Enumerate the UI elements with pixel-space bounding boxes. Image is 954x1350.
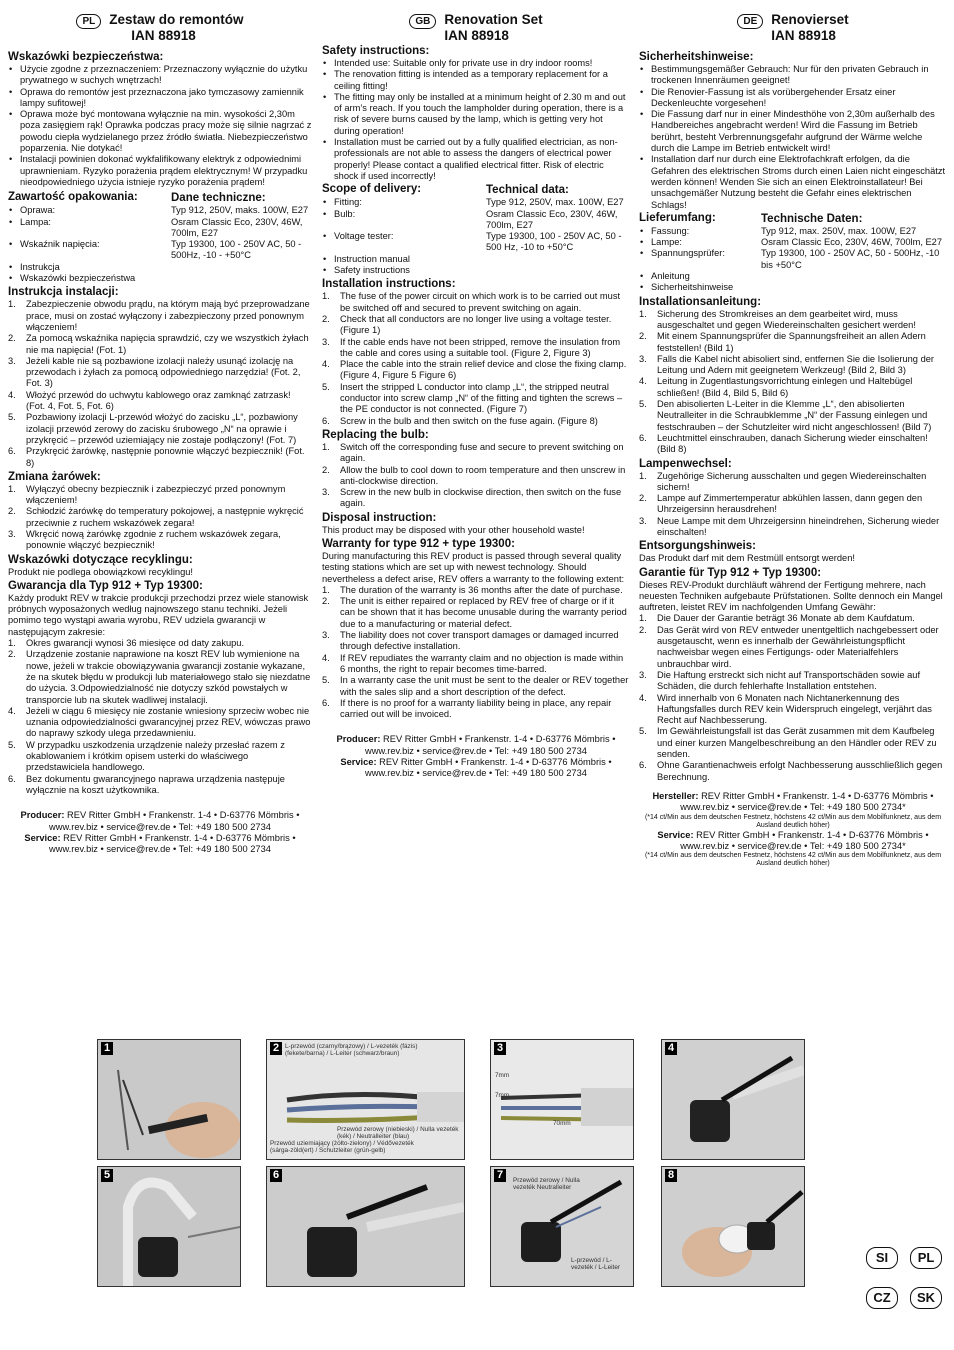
section-heading: Lampenwechsel: [639, 457, 732, 470]
figure-8-illustration [662, 1167, 804, 1286]
warranty-intro: During manufacturing this REV product is passed through several quality testing stations which are set up with newest technology. Should nevertheless a defect arise, REV offers a warranty to the following extent: [322, 550, 625, 584]
section-heading: Zawartość opakowania: [8, 191, 138, 204]
warranty-list: 1. The duration of the warranty is 36 months after the date of purchase. 2. The unit is either repaired or replaced by REV free of charge or if it can be shown that it has become unusable during the warranty period due to a manufacturing or material defect. 3. The liability does not cover transport damages or damaged incurred through defective installation. 4. If REV repudiates the warranty claim and no objection is made within 6 months, the right to repair becomes time-barred. 5. In a warranty case the unit must be sent to the dealer or REV together with the sales slip and a short description of the defect. 6. If there is no proof for a warranty liability being in place, any repair carried out will be invoiced. [322, 584, 629, 720]
bulb-list: 1. Wyłączyć obecny bezpiecznik i zabezpieczyć przed ponownym włączeniem! 2. Schłodzić żarówkę do temperatury pokojowej, a następnie wykręcić przeciwnie z ruchem wskazówek zegara! 3. Wkręcić nową żarówkę zgodnie z ruchem wskazówek zegara, ponownie włączyć bezpiecznik! [8, 483, 304, 551]
disposal-text: Das Produkt darf mit dem Restmüll entsorgt werden! [639, 553, 855, 564]
figure-number: 7 [494, 1169, 506, 1182]
section-heading: Entsorgungshinweis: [639, 540, 756, 553]
install-list: 1. The fuse of the power circuit on which work is to be carried out must be switched off and secured to prevent switching on again. 2. Check that all conductors are no longer live using a voltage tester. (Figure 1) 3. If the cable ends have not been stripped, remove the insulation from the cable and cores using a suitable tool. (Figure 2, Figure 3) 4. Place the cable into the strain relief device and close the fixing clamp. (Figure 4, Figure 5 Figure 6) 5. Insert the stripped L conductor into clamp „L“, the stripped neutral conductor into screw clamp „N“ of the fitting and tighten the screws – the PE conductor is not connected. (Figure 7) 6. Screw in the bulb and then switch on the fuse again. (Figure 8) [322, 291, 627, 426]
column-pl: PL Zestaw do remontów IAN 88918 Wskazówki bezpieczeństwa: • Użycie zgodne z przeznaczeniem: Przeznaczony wyłącznie do użytku prywatnego w suchych wnętrzach! • Oprawa do remontów jest przeznaczona jako tymczasowy zamiennik lampy sufitowej! • Oprawa może być montowana wyłącznie na min. wysokości 2,30m poza zasięgiem rąk! Oprawka podczas pracy może się silnie nagrzać z powodu ciepła wydzielanego przez źródło światła. Niebezpieczeństwo poparzenia. Nie dotykać! • Instalacji powinien dokonać wykfalifikowany elektryk z odpowiednimi uprawnieniam. Ryzyko porażenia prądem elektrycznym! W przypadku nieodpowiedniego użycia istnieje ryzyko porażenia prądem! Zawartość opakowania: Dane techniczne: • Oprawa: Typ 912, 250V, maks. 100W, E27 • Lampa: Osram Classic Eco, 230V, 46W, 700lm, E27 • Wskaźnik napięcia: Typ 19300, 100 - 250V AC, 50 - 500Hz, -10 - +50°C • Instrukcja • Wskazówki bezpieczeństwa Instrukcja instalacji: 1. Zabezpieczenie obwodu prądu, na którym mają być przeprowadzane prace, musi on zostać wyłączony i zabezpieczony przed ponownym włączeniem! 2. Za pomocą wskaźnika napięcia sprawdzić, czy we wszystkich żyłach nie ma napięcia! (Fot. 1) 3. Jeżeli kable nie są pozbawione izolacji należy usunąć izolację na przewodach i żyłach za pomocą odpowiedniego narzędzia! (Fot. 2, Fot. 3) 4. Włożyć przewód do uchwytu kablowego oraz zamknąć zatrzask! (Fot. 4, Fot. 5, Fot. 6) 5. Pozbawiony izolacji L-przewód włożyć do zacisku „L“, pozbawiony izolacji przewód zerowy do zacisku śrubowego „N“ na oprawie i przykręcić – przewód uziemiający nie zostaje podłączony! (Fot. 7) 6. Przykręcić żarówkę, następnie ponownie włączyć bezpiecznik! (Fot. 8) Zmiana żarówek: 1. Wyłączyć obecny bezpiecznik i zabezpieczyć przed ponownym włączeniem! 2. Schłodzić żarówkę do temperatury pokojowej, a następnie wykręcić przeciwnie z ruchem wskazówek zegara! 3. Wkręcić nową żarówkę zgodnie z ruchem wskazówek zegara, ponownie włączyć bezpiecznik! Wskazówki dotyczące recyklingu: Produkt nie podlega obowiązkowi recyklingu! Gwarancja dla Typ 912 + Typ 19300: Każdy produkt REV w trakcie produkcji przechodzi przez wiele stanowisk próbnych wyposażonych według najnowszego stanu techniki. Jeżeli pomimo tego wystąpi awaria wyrobu, REV udziela gwarancji w następującym zakresie: 1. Okres gwarancji wynosi 36 miesięce od daty zakupu. 2. Urządzenie zostanie naprawione na koszt REV lub wymienione na nowe, jeżeli w trakcie obowiązywania gwarancji zostanie wykazane, że na skutek błędu w produkcji lub materiałowego stało się niezdatne do użycia. 3.Odpowiedzialność nie dotyczy szkód powstałych w transporcie lub na skutek wadliwej instalacji. 4. Jeżeli w ciągu 6 miesięcy nie zostanie wniesiony sprzeciw wobec nie uznania odpowiedzialności gwarancyjnej przez REV, wówczas prawo do naprawy szkody ulega przedawnieniu. 5. W przypadku uszkodzenia urządzenie należy przesłać razem z okablowaniem i krótkim opisem usterki do właściwego przedstawiciela handlowego. 6. Bez dokumentu gwarancyjnego naprawa urządzenia następuje wyłącznie na koszt użytkownika. Producer: REV Ritter GmbH • Frankenstr. 1-4 • D-63776 Mömbris • www.rev.biz • service@rev.de • Tel: +49 180 500 2734 Service: REV Ritter GmbH • Frankenstr. 1-4 • D-63776 Mömbris • www.rev.biz • service@rev.de • Tel: +49 180 500 2734 [8, 12, 312, 855]
header-pl [8, 12, 312, 44]
install-list: 1. Zabezpieczenie obwodu prądu, na którym mają być przeprowadzane prace, musi on zostać wyłączony i zabezpieczony przed ponownym włączeniem! 2. Za pomocą wskaźnika napięcia sprawdzić, czy we wszystkich żyłach nie ma napięcia! (Fot. 1) 3. Jeżeli kable nie są pozbawione izolacji należy usunąć izolację na przewodach i żyłach za pomocą odpowiedniego narzędzia! (Fot. 2, Fot. 3) 4. Włożyć przewód do uchwytu kablowego oraz zamknąć zatrzask! (Fot. 4, Fot. 5, Fot. 6) 5. Pozbawiony izolacji L-przewód włożyć do zacisku „L“, pozbawiony izolacji przewód zerowy do zacisku śrubowego „N“ na oprawie i przykręcić – przewód uziemiający nie zostaje podłączony! (Fot. 7) 6. Przykręcić żarówkę, następnie ponownie włączyć bezpiecznik! (Fot. 8) [8, 299, 310, 468]
section-heading: Warranty for type 912 + type 19300: [322, 537, 515, 550]
section-heading: Sicherheitshinweise: [639, 51, 754, 63]
figure-number: 1 [101, 1042, 113, 1055]
figure-1 [97, 1039, 241, 1160]
section-heading: Wskazówki bezpieczeństwa: [8, 51, 164, 63]
warranty-list: 1. Okres gwarancji wynosi 36 miesięce od daty zakupu. 2. Urządzenie zostanie naprawione na koszt REV lub wymienione na nowe, jeżeli w trakcie obowiązywania gwarancji zostanie wykazane, że na skutek błędu w produkcji lub materiałowego stało się niezdatne do użycia. 3.Odpowiedzialność nie dotyczy szkód powstałych w transporcie lub na skutek wadliwej instalacji. 4. Jeżeli w ciągu 6 miesięcy nie zostanie wniesiony sprzeciw wobec nie uznania odpowiedzialności gwarancyjnej przez REV, wówczas prawo do naprawy szkody ulega przedawnieniu. 5. W przypadku uszkodzenia urządzenie należy przesłać razem z okablowaniem i krótkim opisem usterki do właściwego przedstawiciela handlowego. 6. Bez dokumentu gwarancyjnego naprawa urządzenia następuje wyłącznie na koszt użytkownika. [8, 638, 311, 795]
scope-table: • Oprawa: Typ 912, 250V, maks. 100W, E27 • Lampa: Osram Classic Eco, 230V, 46W, 700lm, E27 • Wskaźnik napięcia: Typ 19300, 100 - 250V AC, 50 - 500Hz, -10 - +50°C [8, 205, 312, 261]
warranty-list: 1. Die Dauer der Garantie beträgt 36 Monate ab dem Kaufdatum. 2. Das Gerät wird von REV entweder unentgeltlich nachgebessert oder ausgetauscht, wenn es innerhalb der Gewährleistungspflicht nachweisbar wegen eines Fertigungs- oder Materialfehlers unbrauchbar wird. 3. Die Haftung erstreckt sich nicht auf Transportschäden sowie auf Schäden, die durch fehlerhafte Installation entstehen. 4. Wird innerhalb von 6 Monaten nach Nichtanerkennung des Haftungsfalles durch REV kein Widerspruch eingelegt, verjährt das Recht auf Nachbesserung. 5. Im Gewährleistungsfall ist das Gerät zusammen mit dem Kaufbeleg und einer kurzen Mangelbeschreibung an den Händler oder REV zu senden. 6. Ohne Garantienachweis erfolgt Nachbesserung ausschließlich gegen Berechnung. [639, 613, 943, 782]
section-heading: Garantie für Typ 912 + Typ 19300: [639, 566, 822, 579]
lang-badge-de: DE [737, 14, 763, 29]
column-de: DE Renovierset IAN 88918 Sicherheitshinweise: • Bestimmungsgemäßer Gebrauch: Nur für den privaten Gebrauch in trockenen Innenräumen geeignet! • Die Renovier-Fassung ist als vorübergehender Ersatz einer Deckenleuchte vorgesehen! • Die Fassung darf nur in einer Mindesthöhe von 2,30m außerhalb des Handbereiches angebracht werden! Wird die Fassung im Betrieb berührt, besteht Verbrennungsgefahr aufgrund der Wärme welche durch die Lampe im Betrieb entwickelt wird! • Installation darf nur durch eine Elektrofachkraft erfolgen, da die Gefahren des elektrischen Stroms durch einen Laien nicht eingeschätzt werden können! Wenden Sie sich an einen Elektroinstallateur! Bei unsachgemäßer Nutzung besteht die Gefahr eines elektrischen Schlags! Lieferumfang: Technische Daten: • Fassung: Typ 912, max. 250V, max. 100W, E27 • Lampe: Osram Classic Eco, 230V, 46W, 700lm, E27 • Spannungsprüfer: Typ 19300, 100 - 250V AC, 50 - 500Hz, -10 bis +50°C • Anleitung • Sicherheitshinweise Installationsanleitung: 1. Sicherung des Stromkreises an dem gearbeitet wird, muss ausgeschaltet und gegen Wiedereinschalten gesichert werden! 2. Mit einem Spannungsprüfer die Spannungsfreiheit an allen Adern feststellen! (Bild 1) 3. Falls die Kabel nicht abisoliert sind, entfernen Sie die Isolierung der Leitung und Adern mit geeignetem Werkzeug! (Bild 2, Bild 3) 4. Leitung in Zugentlastungsvorrichtung einlegen und Haltebügel schließen! (Bild 4, Bild 5, Bild 6) 5. Den abisolierten L-Leiter in die Klemme „L“, den abisolierten Neutralleiter in die Schraubklemme „N“ der Fassung einlegen und festschrauben – der Schutzleiter wird nicht angeschlossen! (Bild 7) 6. Leuchtmittel einschrauben, danach Sicherung wieder einschalten! (Bild 8) Lampenwechsel: 1. Zugehörige Sicherung ausschalten und gegen Wiedereinschalten sichern! 2. Lampe auf Zimmertemperatur abkühlen lassen, dann gegen den Uhrzeigersinn herausdrehen! 3. Neue Lampe mit dem Uhrzeigersinn hineindrehen, Sicherung wieder einschalten! Entsorgungshinweis: Das Produkt darf mit dem Restmüll entsorgt werden! Garantie für Typ 912 + Typ 19300: Dieses REV-Produkt durchläuft während der Fertigung mehrere, nach neuesten Techniken aufgebaute Prüfstationen. Sollte dennoch ein Mangel auftreten, leistet REV im nachfolgenden Umfang Gewähr: 1. Die Dauer der Garantie beträgt 36 Monate ab dem Kaufdatum. 2. Das Gerät wird von REV entweder unentgeltlich nachgebessert oder ausgetauscht, wenn es innerhalb der Gewährleistungspflicht nachweisbar wegen eines Fertigungs- oder Materialfehlers unbrauchbar wird. 3. Die Haftung erstreckt sich nicht auf Transportschäden sowie auf Schäden, die durch fehlerhafte Installation entstehen. 4. Wird innerhalb von 6 Monaten nach Nichtanerkennung des Haftungsfalles durch REV kein Widerspruch eingelegt, verjährt das Recht auf Nachbesserung. 5. Im Gewährleistungsfall ist das Gerät zusammen mit dem Kaufbeleg und einer kurzen Mangelbeschreibung an den Händler oder REV zu senden. 6. Ohne Garantienachweis erfolgt Nachbesserung ausschließlich gegen Berechnung. Hersteller: REV Ritter GmbH • Frankenstr. 1-4 • D-63776 Mömbris • www.rev.biz • service@rev.de • Tel: +49 180 500 2734* (*14 ct/Min aus dem deutschen Festnetz, höchstens 42 ct/Min aus dem Mobilfunknetz, aus dem Ausland deutlich höher) Service: REV Ritter GmbH • Frankenstr. 1-4 • D-63776 Mömbris • www.rev.biz • service@rev.de • Tel: +49 180 500 2734* (*14 ct/Min aus dem deutschen Festnetz, höchstens 42 ct/Min aus dem Mobilfunknetz, aus dem Ausland deutlich höher) [639, 12, 947, 868]
safety-list: • Bestimmungsgemäßer Gebrauch: Nur für den privaten Gebrauch in trockenen Innenräumen geeignet! • Die Renovier-Fassung ist als vorübergehender Ersatz einer Deckenleuchte vorgesehen! • Die Fassung darf nur in einer Mindesthöhe von 2,30m außerhalb des Handbereiches angebracht werden! Wird die Fassung im Betrieb berührt, besteht Verbrennungsgefahr aufgrund der Wärme welche durch die Lampe im Betrieb entwickelt wird! • Installation darf nur durch eine Elektrofachkraft erfolgen, da die Gefahren des elektrischen Stroms durch einen Laien nicht eingeschätzt werden können! Wenden Sie sich an einen Elektroinstallateur! Bei unsachgemäßer Nutzung besteht die Gefahr eines elektrischen Schlags! [639, 64, 947, 211]
contact-block: Producer: REV Ritter GmbH • Frankenstr. 1-4 • D-63776 Mömbris • www.rev.biz • service@rev.de • Tel: +49 180 500 2734 Service: REV Ritter GmbH • Frankenstr. 1-4 • D-63776 Mömbris • www.rev.biz • service@rev.de • Tel: +49 180 500 2734 [20, 810, 300, 855]
figure-3: 3 7mm 7mm 70mm [490, 1039, 634, 1160]
figure-5-illustration [98, 1167, 240, 1286]
section-heading: Installation instructions: [322, 278, 456, 291]
figure-7: 7 Przewód zerowy / Nulla vezeték Neutralleiter L-przewód / L-vezeték / L-Leiter [490, 1166, 634, 1287]
scope-table: • Fitting: Type 912, 250V, max. 100W, E27 • Bulb: Osram Classic Eco, 230V, 46W, 700lm, E27 • Voltage tester: Type 19300, 100 - 250V AC, 50 - 500 Hz, -10 to +50°C [322, 197, 630, 253]
section-heading: Installationsanleitung: [639, 295, 762, 308]
section-heading: Technical data: [486, 184, 569, 197]
bulb-list: 1. Zugehörige Sicherung ausschalten und gegen Wiedereinschalten sichern! 2. Lampe auf Zimmertemperatur abkühlen lassen, dann gegen den Uhrzeigersinn herausdrehen! 3. Neue Lampe mit dem Uhrzeigersinn hineindrehen, Sicherung wieder einschalten! [639, 470, 940, 537]
header-de [639, 12, 947, 44]
install-list: 1. Sicherung des Stromkreises an dem gearbeitet wird, muss ausgeschaltet und gegen Wiedereinschalten gesichert werden! 2. Mit einem Spannungsprüfer die Spannungsfreiheit an allen Adern feststellen! (Bild 1) 3. Falls die Kabel nicht abisoliert sind, entfernen Sie die Isolierung der Leitung und Adern mit geeignetem Werkzeug! (Bild 2, Bild 3) 4. Leitung in Zugentlastungsvorrichtung einlegen und Haltebügel schließen! (Bild 4, Bild 5, Bild 6) 5. Den abisolierten L-Leiter in die Klemme „L“, den abisolierten Neutralleiter in die Schraubklemme „N“ der Fassung einlegen und festschrauben – der Schutzleiter wird nicht angeschlossen! (Bild 7) 6. Leuchtmittel einschrauben, danach Sicherung wieder einschalten! (Bild 8) [639, 308, 935, 455]
section-heading: Technische Daten: [761, 212, 863, 225]
figure-4 [661, 1039, 805, 1160]
warranty-intro: Dieses REV-Produkt durchläuft während der Fertigung mehrere, nach neuesten Techniken aufgebaute Prüfstationen. Sollte dennoch ein Mangel auftreten, leistet REV im nachfolgenden Umfang Gewähr: [639, 579, 943, 613]
disposal-text: This product may be disposed with your other household waste! [322, 524, 585, 535]
figure-number: 2 [270, 1042, 282, 1055]
contact-block: Hersteller: REV Ritter GmbH • Frankenstr. 1-4 • D-63776 Mömbris • www.rev.biz • service@rev.de • Tel: +49 180 500 2734* (*14 ct/Min aus dem deutschen Festnetz, höchstens 42 ct/Min aus dem Mobilfunknetz, aus dem Ausland deutlich höher) Service: REV Ritter GmbH • Frankenstr. 1-4 • D-63776 Mömbris • www.rev.biz • service@rev.de • Tel: +49 180 500 2734* (*14 ct/Min aus dem deutschen Festnetz, höchstens 42 ct/Min aus dem Mobilfunknetz, aus dem Ausland deutlich höher) [644, 790, 942, 868]
figure-number: 4 [665, 1042, 677, 1055]
safety-list: • Intended use: Suitable only for private use in dry indoor rooms! • The renovation fitting is intended as a temporary replacement for a ceiling fitting! • The fitting may only be installed at a minimum height of 2.30 m and out of arm’s reach. If you touch the lampholder during operation, there is a risk of severe burns caused by the lamp, which is getting very hot during operation! • Installation must be carried out by a fully qualified electrician, as non-professionals are not able to assess the dangers of electrical power properly! Please contact a qualified electrical fitter. Risk of electric shock if used incorrectly! [322, 58, 630, 182]
lang-badge-pl: PL [76, 14, 101, 29]
section-heading: Zmiana żarówek: [8, 470, 101, 483]
safety-list: • Użycie zgodne z przeznaczeniem: Przeznaczony wyłącznie do użytku prywatnego w suchych wnętrzach! • Oprawa do remontów jest przeznaczona jako tymczasowy zamiennik lampy sufitowej! • Oprawa może być montowana wyłącznie na min. wysokości 2,30m poza zasięgiem rąk! Oprawka podczas pracy może się silnie nagrzać z powodu ciepła wydzielanego przez źródło światła. Niebezpieczeństwo poparzenia. Nie dotykać! • Instalacji powinien dokonać wykfalifikowany elektryk z odpowiednimi uprawnieniam. Ryzyko porażenia prądem elektrycznym! W przypadku nieodpowiedniego użycia istnieje ryzyko porażenia prądem! [8, 64, 312, 188]
section-heading: Scope of delivery: [322, 183, 422, 196]
figure-number: 6 [270, 1169, 282, 1182]
lang-badge-sk: SK [910, 1287, 942, 1309]
figure-8 [661, 1166, 805, 1287]
figure-2: 2 L-przewód (czarny/brązowy) / L-vezeték (fázis) (fekete/barna) / L-Leiter (schwarz/braun) Przewód zerowy (niebieski) / Nulla vezeték (kék) / Neutralleiter (blau) Przewód uziemiający (żółto-zielony) / Védővezeték (sárga-zöld(ert) / Schutzleiter (grün-gelb) [266, 1039, 465, 1160]
bulb-list: 1. Switch off the corresponding fuse and secure to prevent switching on again. 2. Allow the bulb to cool down to room temperature and then unscrew in anti-clockwise direction. 3. Screw in the new bulb in clockwise direction, then switch on the fuse again. [322, 441, 626, 509]
section-heading: Lieferumfang: [639, 211, 716, 224]
section-heading: Dane techniczne: [171, 192, 266, 205]
section-heading: Wskazówki dotyczące recyklingu: [8, 553, 193, 566]
figure-4-illustration [662, 1040, 804, 1159]
section-heading: Gwarancja dla Typ 912 + Typ 19300: [8, 579, 203, 592]
section-heading: Instrukcja instalacji: [8, 286, 119, 299]
figure-6-illustration [267, 1167, 464, 1286]
disposal-text: Produkt nie podlega obowiązkowi recyklingu! [8, 566, 194, 577]
figure-3-illustration [491, 1040, 633, 1159]
contact-block: Producer: REV Ritter GmbH • Frankenstr. 1-4 • D-63776 Mömbris • www.rev.biz • service@rev.de • Tel: +49 180 500 2734 Service: REV Ritter GmbH • Frankenstr. 1-4 • D-63776 Mömbris • www.rev.biz • service@rev.de • Tel: +49 180 500 2734 [336, 734, 616, 779]
warranty-intro: Każdy produkt REV w trakcie produkcji przechodzi przez wiele stanowisk próbnych wyposażonych według najnowszego stanu techniki. Jeżeli pomimo tego wystąpi awaria wyrobu, REV udziela gwarancji w następującym zakresie: [8, 592, 309, 637]
title-de: Renovierset IAN 88918 [771, 12, 849, 43]
figure-5 [97, 1166, 241, 1287]
lang-badge-pl: PL [910, 1247, 942, 1269]
figure-number: 3 [494, 1042, 506, 1055]
section-heading: Replacing the bulb: [322, 428, 429, 441]
lang-badge-si: SI [866, 1247, 898, 1269]
lang-badge-gb: GB [409, 14, 436, 29]
title-pl: Zestaw do remontów IAN 88918 [109, 12, 244, 43]
section-heading: Disposal instruction: [322, 511, 437, 524]
figure-number: 8 [665, 1169, 677, 1182]
header-gb [322, 12, 630, 44]
figure-6 [266, 1166, 465, 1287]
lang-badge-cz: CZ [866, 1287, 898, 1309]
figure-number: 5 [101, 1169, 113, 1182]
title-gb: Renovation Set IAN 88918 [444, 12, 543, 43]
column-gb: GB Renovation Set IAN 88918 Safety instructions: • Intended use: Suitable only for private use in dry indoor rooms! • The renovation fitting is intended as a temporary replacement for a ceiling fitting! • The fitting may only be installed at a minimum height of 2.30 m and out of arm’s reach. If you touch the lampholder during operation, there is a risk of severe burns caused by the lamp, which is getting very hot during operation! • Installation must be carried out by a fully qualified electrician, as non-professionals are not able to assess the dangers of electrical power properly! Please contact a qualified electrical fitter. Risk of electric shock if used incorrectly! Scope of delivery: Technical data: • Fitting: Type 912, 250V, max. 100W, E27 • Bulb: Osram Classic Eco, 230V, 46W, 700lm, E27 • Voltage tester: Type 19300, 100 - 250V AC, 50 - 500 Hz, -10 to +50°C • Instruction manual • Safety instructions Installation instructions: 1. The fuse of the power circuit on which work is to be carried out must be switched off and secured to prevent switching on again. 2. Check that all conductors are no longer live using a voltage tester. (Figure 1) 3. If the cable ends have not been stripped, remove the insulation from the cable and cores using a suitable tool. (Figure 2, Figure 3) 4. Place the cable into the strain relief device and close the fixing clamp. (Figure 4, Figure 5 Figure 6) 5. Insert the stripped L conductor into clamp „L“, the stripped neutral conductor into screw clamp „N“ of the fitting and tighten the screws – the PE conductor is not connected. (Figure 7) 6. Screw in the bulb and then switch on the fuse again. (Figure 8) Replacing the bulb: 1. Switch off the corresponding fuse and secure to prevent switching on again. 2. Allow the bulb to cool down to room temperature and then unscrew in anti-clockwise direction. 3. Screw in the new bulb in clockwise direction, then switch on the fuse again. Disposal instruction: This product may be disposed with your other household waste! Warranty for type 912 + type 19300: During manufacturing this REV product is passed through several quality testing stations which are set up with newest technology. Should nevertheless a defect arise, REV offers a warranty to the following extent: 1. The duration of the warranty is 36 months after the date of purchase. 2. The unit is either repaired or replaced by REV free of charge or if it can be shown that it has become unusable during the warranty period due to a manufacturing or material defect. 3. The liability does not cover transport damages or damaged incurred through defective installation. 4. If REV repudiates the warranty claim and no objection is made within 6 months, the right to repair becomes time-barred. 5. In a warranty case the unit must be sent to the dealer or REV together with the sales slip and a short description of the defect. 6. If there is no proof for a warranty liability being in place, any repair carried out will be invoiced. Producer: REV Ritter GmbH • Frankenstr. 1-4 • D-63776 Mömbris • www.rev.biz • service@rev.de • Tel: +49 180 500 2734 Service: REV Ritter GmbH • Frankenstr. 1-4 • D-63776 Mömbris • www.rev.biz • service@rev.de • Tel: +49 180 500 2734 [322, 12, 630, 780]
section-heading: Safety instructions: [322, 45, 430, 57]
scope-table: • Fassung: Typ 912, max. 250V, max. 100W, E27 • Lampe: Osram Classic Eco, 230V, 46W, 700lm, E27 • Spannungsprüfer: Typ 19300, 100 - 250V AC, 50 - 500Hz, -10 bis +50°C [639, 226, 947, 271]
figure-1-illustration [98, 1040, 240, 1159]
